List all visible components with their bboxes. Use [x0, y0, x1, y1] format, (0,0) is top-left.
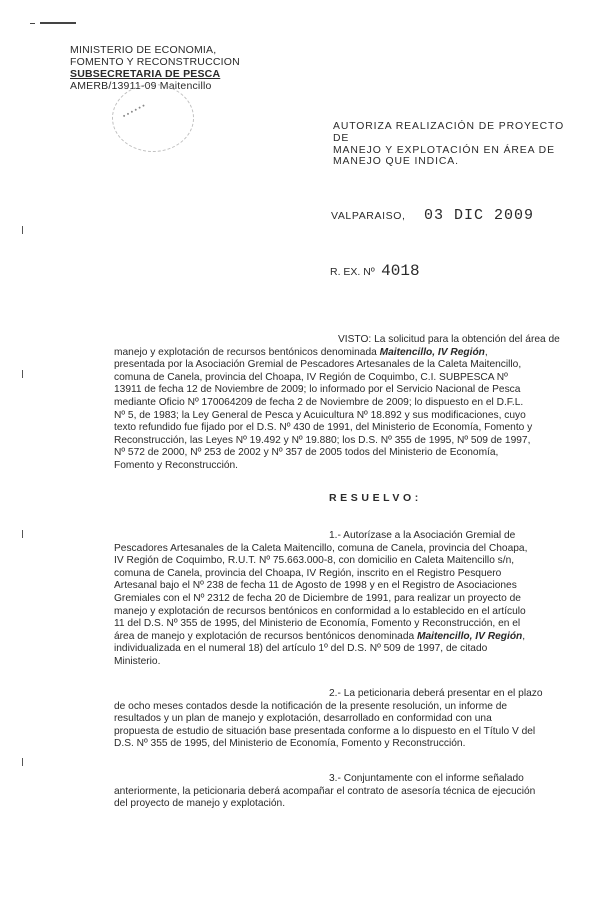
title-line: AUTORIZA REALIZACIÓN DE PROYECTO DE	[333, 121, 565, 144]
item-line: comuna de Canela, provincia del Choapa, IV Región, inscrito en el Registro Pesquero	[114, 567, 502, 579]
visto-line: La solicitud para la obtención del área de	[374, 334, 560, 345]
document-title	[333, 121, 573, 168]
visto-section	[114, 334, 569, 473]
item-line: 3.- Conjuntamente con el informe señalado	[329, 773, 524, 784]
visto-line: manejo y explotación de recursos bentónicos denominada Maitencillo, IV Región,	[114, 346, 488, 358]
header-ministry: MINISTERIO DE ECONOMIA,	[70, 44, 217, 56]
visto-line: Nº 572 de 2000, Nº 253 de 2002 y Nº 357 de 2005 todos del Ministerio de Economía,	[114, 447, 499, 459]
title-line: MANEJO Y EXPLOTACIÓN EN ÁREA DE	[333, 144, 555, 156]
resolution-item-1	[114, 530, 569, 669]
item-line: área de manejo y explotación de recursos bentónicos denominada Maitencillo, IV Región,	[114, 630, 526, 642]
item-line: propuesta de estudio de situación base presentada conforme a lo dispuesto en el Título V del	[114, 725, 536, 737]
city: VALPARAISO,	[331, 210, 406, 222]
resolution-item-2	[114, 688, 569, 751]
item-line: Pescadores Artesanales de la Caleta Maitencillo, comuna de Canela, provincia del Choapa,	[114, 542, 528, 554]
visto-line: presentada por la Asociación Gremial de Pescadores Artesanales de la Caleta Maitencillo,	[114, 359, 522, 371]
resolution-item-3	[114, 773, 569, 811]
corner-mark	[30, 23, 35, 24]
item-line: Gremiales con el Nº 2312 de fecha 20 de Diciembre de 1991, para realizar un proyecto de	[114, 592, 521, 604]
visto-line: Fomento y Reconstrucción.	[114, 459, 239, 471]
resolution-value: 4018	[381, 262, 420, 280]
visto-line: Nº 5, de 1983; la Ley General de Pesca y Acuicultura Nº 18.892 y sus modificaciones, cuyo	[114, 409, 526, 421]
corner-mark	[40, 22, 76, 24]
header-ministry-2: FOMENTO Y RECONSTRUCCION	[70, 56, 240, 68]
date-stamp: 03 DIC 2009	[423, 207, 534, 224]
visto-label: VISTO:	[338, 334, 372, 345]
margin-tick	[22, 530, 23, 538]
item-line: manejo y explotación de recursos bentónicos en conformidad a lo establecido en el artículo	[114, 605, 526, 617]
visto-line: comuna de Canela, provincia del Choapa, IV Región de Coquimbo, C.I. SUBPESCA Nº	[114, 371, 508, 383]
place-date	[331, 206, 534, 224]
item-line: 1.- Autorízase a la Asociación Gremial de	[329, 530, 516, 541]
item-line: Ministerio.	[114, 655, 161, 667]
item-line: 2.- La peticionaria deberá presentar en el plazo	[329, 688, 543, 699]
item-line: anteriormente, la peticionaria deberá acompañar el contrato de asesoría técnica de ejecución	[114, 785, 536, 797]
item-line: del proyecto de manejo y explotación.	[114, 798, 286, 810]
item-line: IV Región de Coquimbo, R.U.T. Nº 75.663.000-8, con domicilio en Caleta Maitencillo s/n,	[114, 555, 515, 567]
margin-tick	[22, 758, 23, 766]
visto-line: Reconstrucción, las Leyes Nº 19.492 y Nº 19.880; los D.S. Nº 355 de 1995, Nº 509 de 1997,	[114, 434, 531, 446]
visto-line: texto refundido fue fijado por el D.S. Nº 430 de 1991, del Ministerio de Economía, Fomento y	[114, 422, 533, 434]
header-subsecretaria: SUBSECRETARIA DE PESCA	[70, 68, 221, 80]
item-line: resultados y un plan de manejo y explotación, desarrollado en conformidad con una	[114, 713, 492, 725]
item-line: 11 del D.S. Nº 355 de 1995, del Ministerio de Economía, Fomento y Reconstrucción, en el	[114, 618, 521, 630]
stamp-seal-lettering: • • • • • •	[121, 102, 147, 121]
resuelvo-heading: RESUELVO:	[329, 492, 422, 504]
resolution-label: R. EX. Nº	[330, 266, 375, 278]
visto-line: 13911 de fecha 12 de Noviembre de 2009; lo informado por el Servicio Nacional de Pesca	[114, 384, 521, 396]
margin-tick	[22, 370, 23, 378]
resolution-number	[330, 262, 420, 280]
item-line: Artesanal bajo el Nº 238 de fecha 11 de Agosto de 1998 y en el Registro de Asociaciones	[114, 580, 517, 592]
item-line: D.S. Nº 355 de 1995, del Ministerio de Economía, Fomento y Reconstrucción.	[114, 738, 466, 750]
item-line: individualizada en el numeral 18) del artículo 1º del D.S. Nº 509 de 1997, de citado	[114, 643, 488, 655]
item-line: de ocho meses contados desde la notificación de la presente resolución, un informe de	[114, 700, 508, 712]
visto-line: mediante Oficio Nº 170064209 de fecha 2 de Noviembre de 2009; lo dispuesto en el D.F.L.	[114, 396, 524, 408]
header-reference: AMERB/13911-09 Maitencillo	[70, 80, 212, 92]
margin-tick	[22, 226, 23, 234]
title-line: MANEJO QUE INDICA.	[333, 156, 459, 168]
